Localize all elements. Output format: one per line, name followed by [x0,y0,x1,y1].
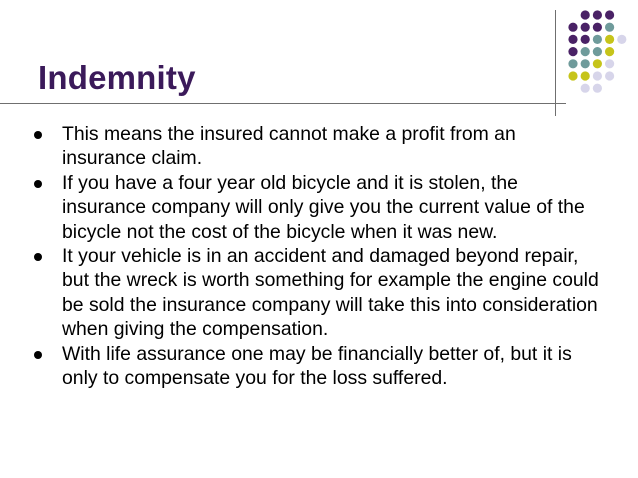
slide-title: Indemnity [38,59,196,96]
decor-dot [581,35,590,44]
bullet-item [34,342,604,391]
bullet-text: This means the insured cannot make a profit from an insurance claim. [62,123,516,170]
decor-dot [593,59,602,68]
bullet-list [34,122,604,390]
vertical-rule [555,10,556,116]
decor-dot [581,71,590,80]
decor-dot [568,59,577,68]
decor-dot [617,35,626,44]
bullet-item [34,244,604,342]
decor-dot [593,10,602,19]
decor-dot [605,35,614,44]
bullet-item [34,122,604,171]
bullet-item [34,171,604,244]
decor-dot [568,47,577,56]
bullet-text: With life assurance one may be financially better of, but it is only to compensate you for the loss suffered. [62,342,572,390]
decor-dot [605,10,614,19]
bullet-text: If you have a four year old bicycle and it is stolen, the insurance company will only give you the current value of the bicycle not the cost of the bicycle when it was new. [62,171,585,243]
bullet-text: It your vehicle is in an accident and damaged beyond repair, but the wreck is worth something for example the engine could be sold the insurance company will take this into consideration when giving the compensation. [62,245,599,341]
decor-dot [593,84,602,93]
bullet-marker [34,131,42,139]
decor-dot [605,23,614,32]
decor-dot [605,47,614,56]
decor-dot [593,23,602,32]
decor-dot [593,71,602,80]
decor-dot [568,23,577,32]
bullet-marker [34,351,42,359]
decor-dot [581,47,590,56]
decor-dot [593,35,602,44]
decor-dot [581,59,590,68]
decor-dot [605,71,614,80]
horizontal-rule [0,103,566,104]
decor-dot [581,10,590,19]
decor-dot [593,47,602,56]
bullet-marker [34,253,42,261]
decor-dot [581,84,590,93]
decor-dot [568,71,577,80]
decor-dot [605,59,614,68]
bullet-marker [34,180,42,188]
decor-dot [581,23,590,32]
decor-dot [568,35,577,44]
